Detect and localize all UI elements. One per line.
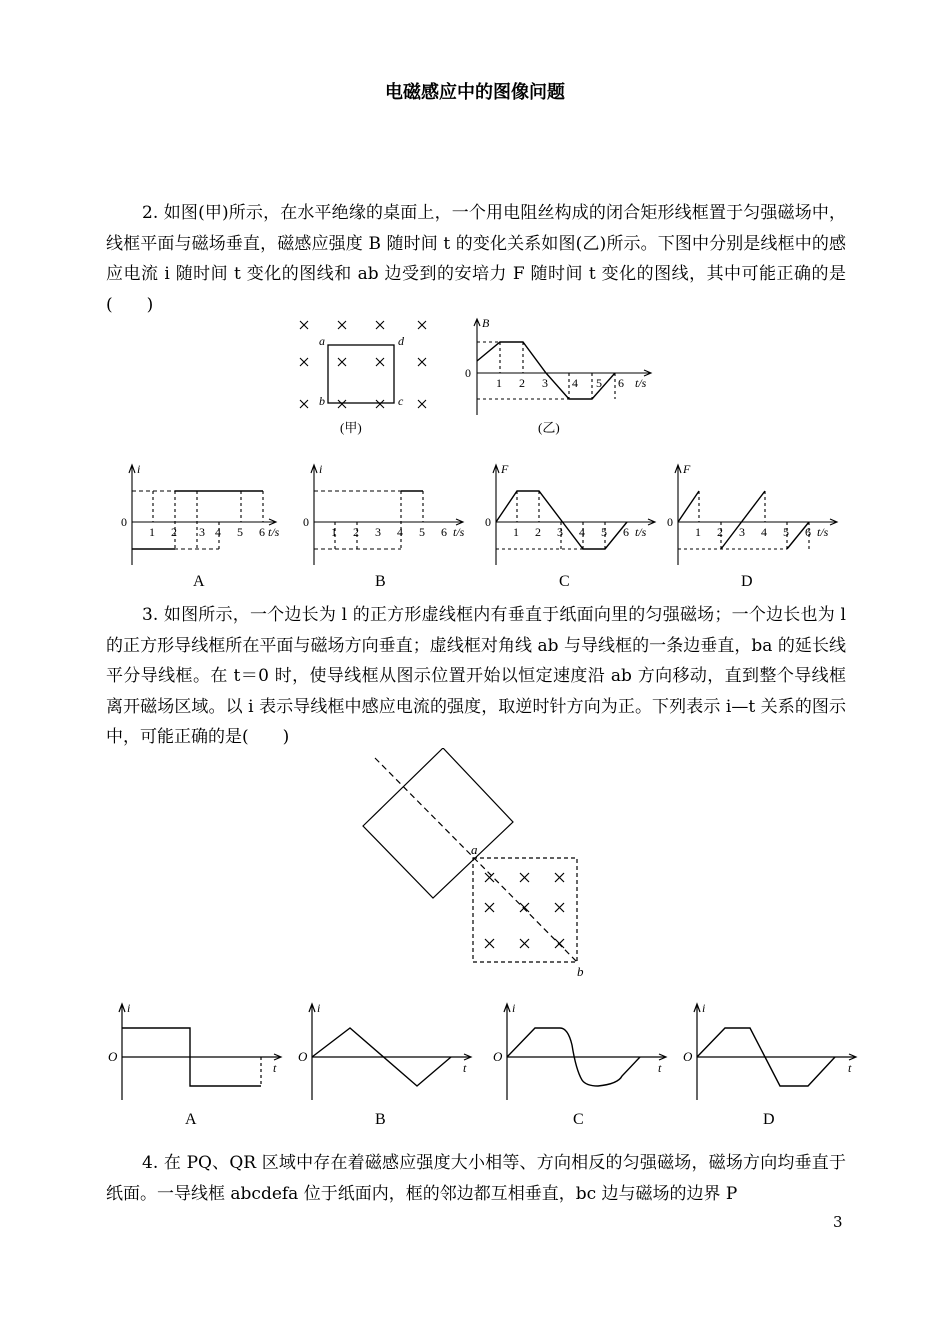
svg-text:3: 3 — [557, 525, 563, 539]
svg-text:4: 4 — [215, 525, 221, 539]
svg-text:6: 6 — [259, 525, 265, 539]
svg-text:4: 4 — [579, 525, 585, 539]
svg-text:i: i — [319, 462, 323, 476]
q2-option-graphs — [115, 460, 845, 595]
page-title: 电磁感应中的图像问题 — [385, 82, 565, 103]
svg-text:t/s: t/s — [817, 525, 829, 539]
svg-text:3: 3 — [739, 525, 745, 539]
figure-yi-label: (乙) — [538, 420, 560, 435]
option-b-graph — [311, 465, 463, 565]
svg-text:i: i — [512, 1001, 516, 1015]
svg-text:B: B — [482, 316, 490, 330]
svg-text:3: 3 — [199, 525, 205, 539]
svg-text:i: i — [317, 1001, 321, 1015]
svg-text:O: O — [298, 1049, 308, 1064]
option-c-graph — [493, 465, 655, 565]
svg-text:t: t — [273, 1061, 277, 1075]
svg-text:O: O — [493, 1049, 503, 1064]
svg-text:6: 6 — [441, 525, 447, 539]
svg-text:i: i — [702, 1001, 706, 1015]
svg-text:6: 6 — [623, 525, 629, 539]
svg-text:6: 6 — [618, 376, 624, 390]
svg-text:2: 2 — [519, 376, 525, 390]
svg-text:F: F — [683, 462, 691, 476]
q3-option-d-letter: D — [763, 1111, 775, 1128]
diagonal-ab — [375, 758, 577, 962]
svg-text:i: i — [137, 462, 141, 476]
question-2-paragraph: 2. 如图(甲)所示，在水平绝缘的桌面上，一个用电阻丝构成的闭合矩形线框置于匀强磁场中，线框平面与磁场垂直，磁感应强度 B 随时间 t 的变化关系如图(乙)所示。下图中分别是线框中的感应电流 i 随时间 t 变化的图线和 ab 边受到的安培力 F 随时间 t 变化的图线，其中可能正确的是( ) — [106, 203, 846, 315]
figure-jia — [290, 315, 440, 440]
svg-text:2: 2 — [353, 525, 359, 539]
svg-text:t/s: t/s — [635, 376, 647, 390]
svg-text:1: 1 — [513, 525, 519, 539]
question-4-paragraph: 4. 在 PQ、QR 区域中存在着磁感应强度大小相等、方向相反的匀强磁场，磁场方向均垂直于纸面。一导线框 abcdefa 位于纸面内，框的邻边都互相垂直，bc 边与磁场的边界 P — [106, 1153, 846, 1204]
corner-c: c — [398, 394, 404, 408]
svg-text:b: b — [577, 964, 584, 978]
corner-d: d — [398, 334, 404, 348]
q3-option-b-letter: B — [375, 1111, 386, 1128]
svg-text:t: t — [463, 1061, 467, 1075]
svg-text:O: O — [683, 1049, 693, 1064]
b-curve — [477, 342, 615, 399]
svg-text:5: 5 — [419, 525, 425, 539]
svg-text:t: t — [658, 1061, 662, 1075]
svg-text:1: 1 — [496, 376, 502, 390]
svg-text:5: 5 — [596, 376, 602, 390]
svg-text:t: t — [848, 1061, 852, 1075]
q3-figure — [355, 748, 595, 978]
svg-text:4: 4 — [761, 525, 767, 539]
q3-option-a-graph — [119, 1004, 281, 1100]
option-c-letter: C — [559, 573, 570, 590]
svg-text:2: 2 — [717, 525, 723, 539]
svg-text:t/s: t/s — [635, 525, 647, 539]
svg-text:0: 0 — [303, 515, 309, 529]
svg-text:0: 0 — [667, 515, 673, 529]
svg-text:2: 2 — [535, 525, 541, 539]
svg-text:t/s: t/s — [268, 525, 280, 539]
option-a-graph — [129, 465, 276, 565]
svg-text:5: 5 — [237, 525, 243, 539]
svg-text:1: 1 — [331, 525, 337, 539]
q3-option-d-graph — [694, 1004, 856, 1100]
page-number: 3 — [833, 1213, 843, 1231]
q3-option-c-letter: C — [573, 1111, 584, 1128]
svg-text:i: i — [127, 1001, 131, 1015]
svg-text:0: 0 — [485, 515, 491, 529]
svg-text:1: 1 — [695, 525, 701, 539]
q3-option-c-graph — [504, 1004, 666, 1100]
svg-text:0: 0 — [465, 366, 471, 380]
svg-text:5: 5 — [601, 525, 607, 539]
figure-yi-bt-graph — [460, 315, 660, 440]
svg-text:2: 2 — [171, 525, 177, 539]
question-4-text — [106, 1148, 846, 1209]
square-wire-loop — [363, 748, 513, 898]
svg-text:O: O — [108, 1049, 118, 1064]
option-a-letter: A — [193, 573, 205, 590]
figure-jia-label: (甲) — [340, 420, 362, 435]
corner-b: b — [319, 394, 325, 408]
option-d-letter: D — [741, 573, 753, 590]
question-3-paragraph: 3. 如图所示，一个边长为 l 的正方形虚线框内有垂直于纸面向里的匀强磁场；一个边长也为 l 的正方形导线框所在平面与磁场方向垂直；虚线框对角线 ab 与导线框的一条边垂直，ba 的延长线平分导线框。在 t＝0 时，使导线框从图示位置开始以恒定速度沿 ab 方向移动，直到整个导线框离开磁场区域。以 i 表示导线框中感应电流的强度，取逆时针方向为正。下列表示 i—t 关系的图示中，可能正确的是( ) — [106, 605, 846, 747]
svg-text:a: a — [471, 842, 478, 857]
option-d-graph — [675, 465, 837, 565]
svg-text:4: 4 — [397, 525, 403, 539]
svg-text:6: 6 — [805, 525, 811, 539]
q3-option-a-letter: A — [185, 1111, 197, 1128]
q3-option-graphs — [105, 1000, 870, 1130]
svg-text:t/s: t/s — [453, 525, 465, 539]
svg-text:3: 3 — [375, 525, 381, 539]
svg-text:1: 1 — [149, 525, 155, 539]
svg-text:0: 0 — [121, 515, 127, 529]
corner-a: a — [319, 334, 325, 348]
question-2-text — [106, 198, 846, 320]
svg-text:5: 5 — [783, 525, 789, 539]
option-b-letter: B — [375, 573, 386, 590]
question-3-text — [106, 600, 846, 753]
q3-option-b-graph — [309, 1004, 471, 1100]
svg-text:F: F — [501, 462, 509, 476]
svg-text:3: 3 — [542, 376, 548, 390]
svg-text:4: 4 — [572, 376, 578, 390]
rectangular-coil — [328, 345, 394, 403]
